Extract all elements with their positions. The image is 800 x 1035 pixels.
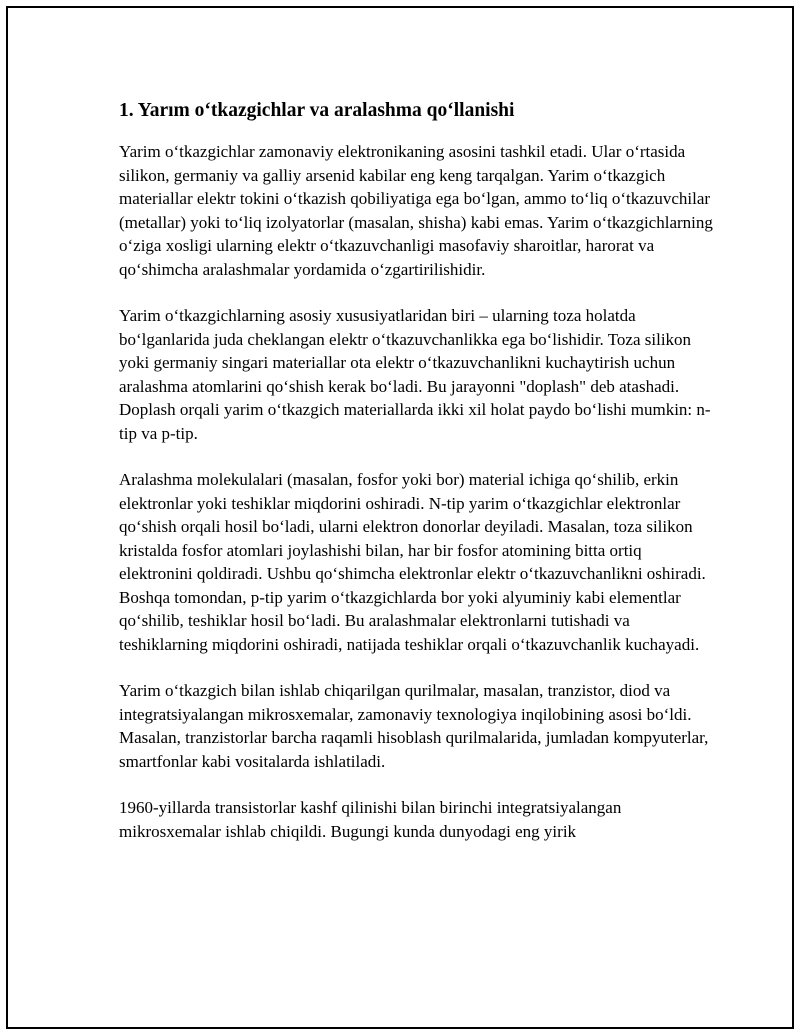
document-body (119, 96, 719, 866)
paragraph-2: Yarim o‘tkazgichlarning asosiy xususiyatlaridan biri – ularning toza holatda bo‘lganlarida juda cheklangan elektr o‘tkazuvchanlikka ega bo‘lishidir. Toza silikon yoki germaniy singari materiallar ota elektr o‘tkazuvchanlikni kuchaytirish uchun aralashma atomlarini qo‘shish kerak bo‘ladi. Bu jarayonni "doplash" deb atashadi. Doplash orqali yarim o‘tkazgich materiallarda ikki xil holat paydo bo‘lishi mumkin: n-tip va p-tip. (119, 306, 711, 443)
paragraph-4: Yarim o‘tkazgich bilan ishlab chiqarilgan qurilmalar, masalan, tranzistor, diod va integratsiyalangan mikrosxemalar, zamonaviy texnologiya inqilobining asosi bo‘ldi. Masalan, tranzistorlar barcha raqamli hisoblash qurilmalarida, jumladan kompyuterlar, smartfonlar kabi vositalarda ishlatiladi. (119, 681, 709, 771)
paragraph-5: 1960-yillarda transistorlar kashf qilinishi bilan birinchi integratsiyalangan mikrosxemalar ishlab chiqildi. Bugungi kunda dunyodagi eng yirik (119, 798, 622, 841)
section-heading: 1. Yarım o‘tkazgichlar va aralashma qo‘llanishi (119, 100, 515, 121)
paragraph-3: Aralashma molekulalari (masalan, fosfor yoki bor) material ichiga qo‘shilib, erkin elektronlar yoki teshiklar miqdorini oshiradi. N-tip yarim o‘tkazgichlar elektronlar qo‘shish orqali hosil bo‘ladi, ularni elektron donorlar deyiladi. Masalan, toza silikon kristalda fosfor atomlari joylashishi bilan, har bir fosfor atomining bitta ortiq elektronini qoldiradi. Ushbu qo‘shimcha elektronlar elektr o‘tkazuvchanlikni oshiradi. Boshqa tomondan, p-tip yarim o‘tkazgichlarda bor yoki alyuminiy kabi elementlar qo‘shilib, teshiklar hosil bo‘ladi. Bu aralashmalar elektronlarni tutishadi va teshiklarning miqdorini oshiradi, natijada teshiklar orqali o‘tkazuvchanlik kuchayadi. (119, 470, 706, 654)
paragraph-1: Yarim o‘tkazgichlar zamonaviy elektronikaning asosini tashkil etadi. Ular o‘rtasida silikon, germaniy va galliy arsenid kabilar eng keng tarqalgan. Yarim o‘tkazgich materiallar elektr tokini o‘tkazish qobiliyatiga ega bo‘lgan, ammo to‘liq o‘tkazuvchilar (metallar) yoki to‘liq izolyatorlar (masalan, shisha) kabi emas. Yarim o‘tkazgichlarning o‘ziga xosligi ularning elektr o‘tkazuvchanligi masofaviy sharoitlar, harorat va qo‘shimcha aralashmalar yordamida o‘zgartirilishidir. (119, 142, 713, 279)
document-page (6, 6, 794, 1029)
